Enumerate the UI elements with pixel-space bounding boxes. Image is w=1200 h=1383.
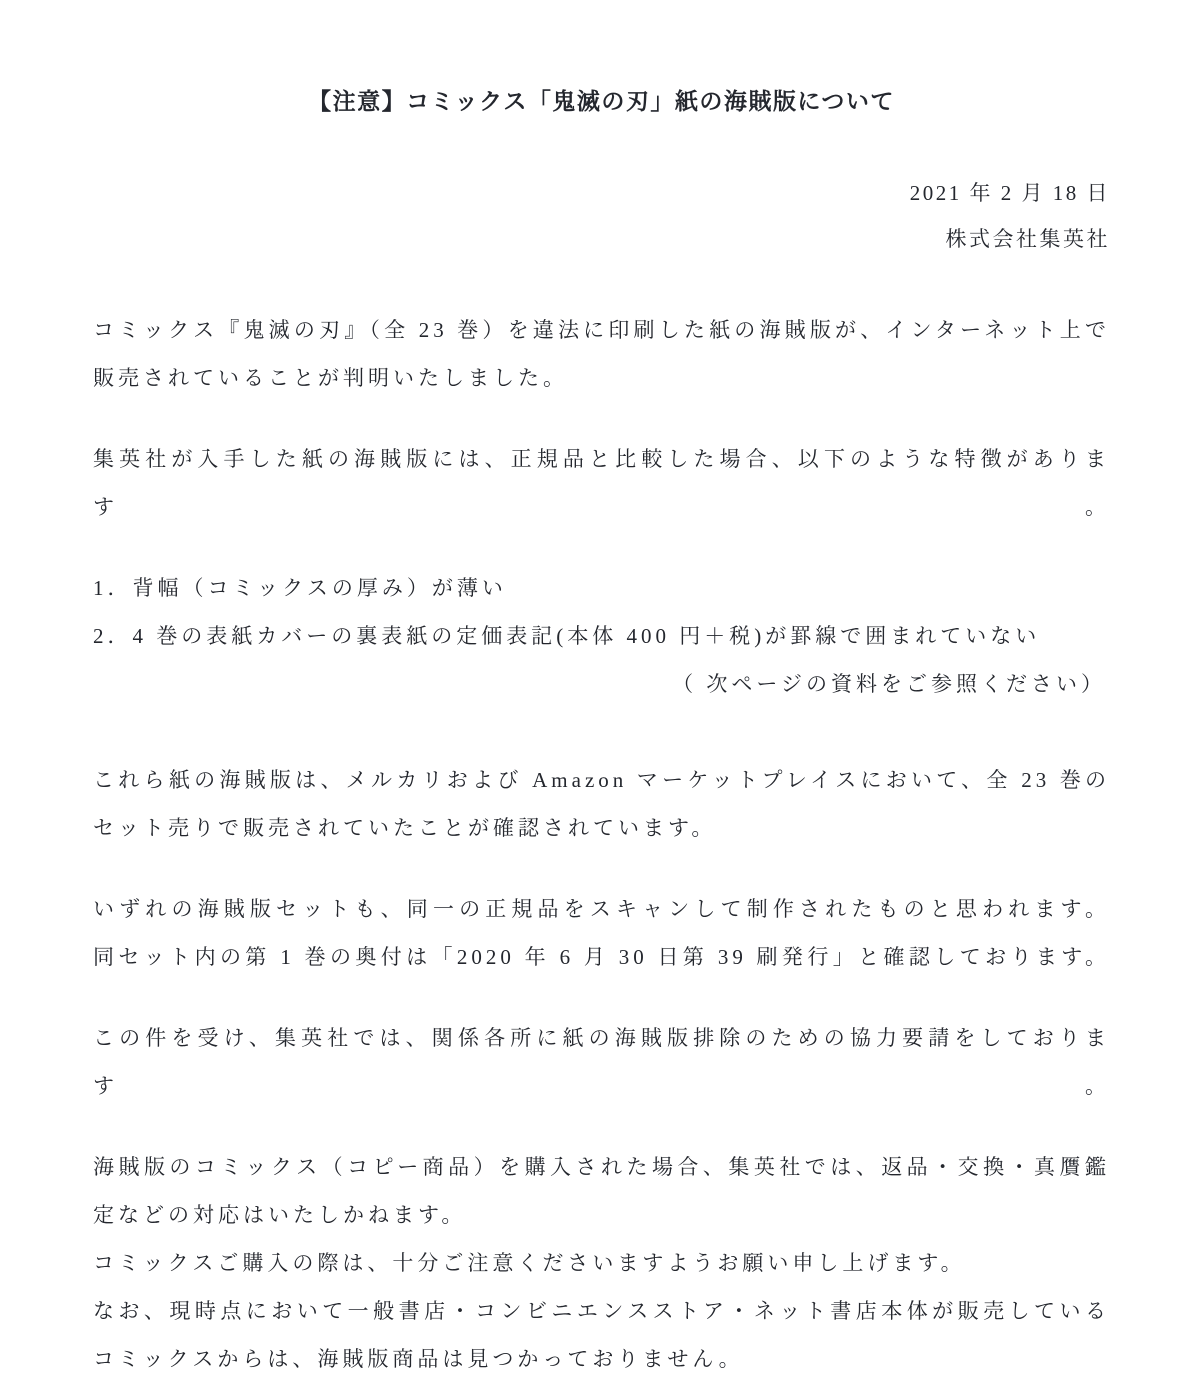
paragraph-line: 販売されていることが判明いたしました。 [93, 366, 568, 390]
paragraph-marketplace [93, 756, 1110, 852]
paragraph-line: コミックスご購入の際は、十分ご注意くださいますようお願い申し上げます。 [93, 1251, 966, 1275]
paragraph-line: コミックスからは、海賊版商品は見つかっておりません。 [93, 1347, 744, 1371]
paragraph-line: 定などの対応はいたしかねます。 [93, 1203, 467, 1227]
paragraph-intro [93, 306, 1110, 402]
paragraph-line: 同セット内の第 1 巻の奥付は「2020 年 6 月 30 日第 39 刷発行」と確認しております。 [93, 945, 1110, 969]
date-line: 2021 年 2 月 18 日 [909, 181, 1110, 205]
paragraph-line: 海賊版のコミックス（コピー商品）を購入された場合、集英社では、返品・交換・真贋鑑 [93, 1155, 1110, 1179]
paragraph-warning [93, 1143, 1110, 1383]
list-item: 2．4 巻の表紙カバーの裏表紙の定価表記(本体 400 円＋税)が罫線で囲まれていない [93, 624, 1041, 648]
page-title: 【注意】コミックス「鬼滅の刃」紙の海賊版について [308, 89, 895, 114]
paragraph-line: コミックス『鬼滅の刃』（全 23 巻）を違法に印刷した紙の海賊版が、インターネット上で [93, 318, 1110, 342]
feature-list [93, 564, 1110, 708]
paragraph-scan-origin [93, 885, 1110, 981]
paragraph-line: 集英社が入手した紙の海賊版には、正規品と比較した場合、以下のような特徴があります。 [93, 447, 1110, 519]
paragraph-line: セット売りで販売されていたことが確認されています。 [93, 816, 717, 840]
paragraph-line: これら紙の海賊版は、メルカリおよび Amazon マーケットプレイスにおいて、全 23 巻の [93, 768, 1110, 792]
paragraph-features-intro [93, 435, 1110, 531]
list-note: （ 次ページの資料をご参照ください） [672, 672, 1106, 696]
paragraph-line: いずれの海賊版セットも、同一の正規品をスキャンして制作されたものと思われます。 [93, 897, 1110, 921]
paragraph-line: この件を受け、集英社では、関係各所に紙の海賊版排除のための協力要請をしております。 [93, 1026, 1110, 1098]
paragraph-line: なお、現時点において一般書店・コンビニエンスストア・ネット書店本体が販売している [93, 1299, 1110, 1323]
company-line: 株式会社集英社 [945, 227, 1110, 251]
paragraph-response [93, 1014, 1110, 1110]
meta-block [93, 170, 1110, 262]
list-item: 1．背幅（コミックスの厚み）が薄い [93, 576, 507, 600]
